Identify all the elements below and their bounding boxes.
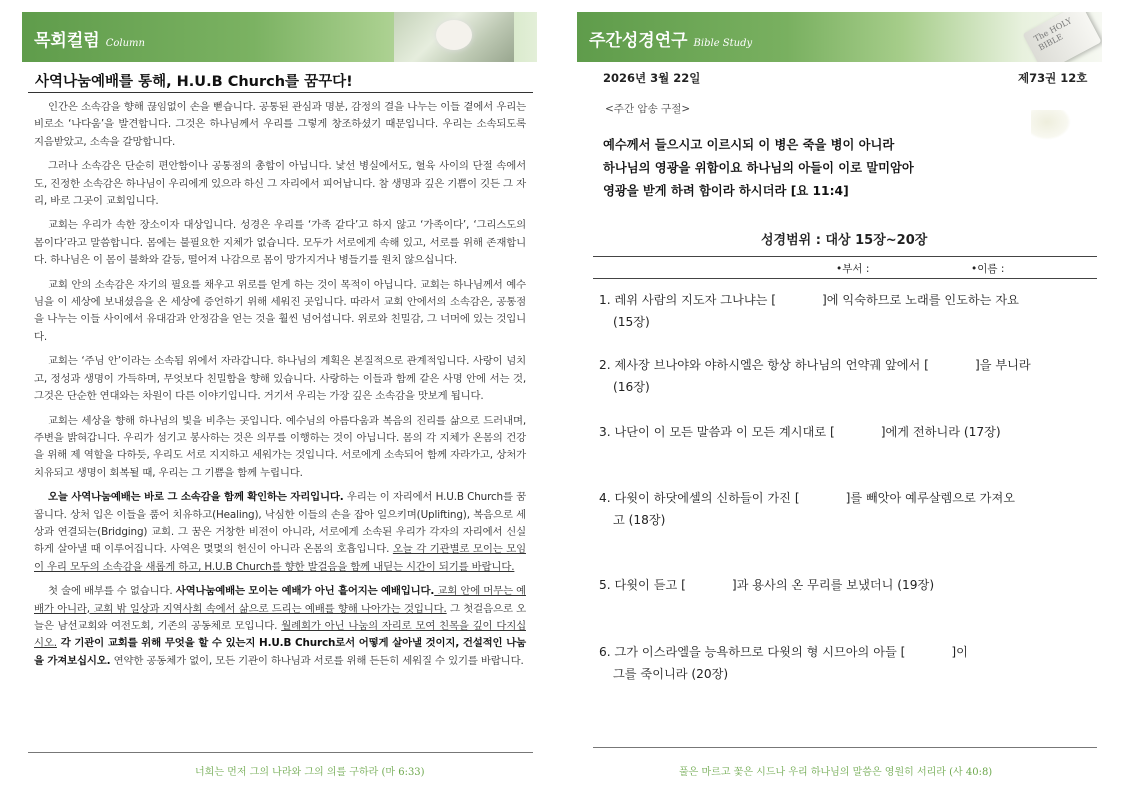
- question-3: [599, 421, 1074, 443]
- question-2-text-b: ]을 부니라: [974, 358, 1031, 372]
- question-6-text-c: 그를 죽이니라 (20장): [613, 667, 729, 681]
- column-header-subtitle: Column: [105, 38, 145, 49]
- p8-c: 연약한 공동체가 없이, 모든 기관이 하나님과 서로를 위해 든든히 세워질 수 있기를 바랍니다.: [110, 654, 524, 667]
- column-header-label: 목회컬럼: [34, 31, 100, 51]
- question-1-text-c: (15장): [613, 315, 650, 329]
- question-1: [599, 289, 1074, 333]
- question-2-text-a: 2. 제사장 브나야와 야하시엘은 항상 하나님의 언약궤 앞에서 [: [599, 358, 929, 372]
- holy-bible-image: [1023, 12, 1102, 62]
- column-paragraph-5: 교회는 ‘주님 안’이라는 소속됨 위에서 자라갑니다. 하나님의 계획은 본질적으로 관계적입니다. 사랑이 넘치고, 정성과 생명이 가득하며, 무엇보다 친밀함을 향해 있습니다. 사랑하는 이들과 함께 같은 사명 안에 서는 것, 그것은 단순한 연대와는 차원이 다른 이야기입니다. 거기서 우리는 가장 깊은 소속감을 맛보게 됩니다.: [34, 355, 526, 403]
- p8-a: 첫 술에 배부를 수 없습니다.: [48, 585, 176, 598]
- column-paragraph-4: 교회 안의 소속감은 자기의 필요를 채우고 위로를 얻게 하는 것이 목적이 아닙니다. 교회는 하나님께서 예수님을 이 세상에 보내셨음을 온 세상에 증언하기 위해 세워진 곳입니다. 따라서 교회 안에서의 소속감은, 공통점을 나누는 이들 사이에서 유대감과 안정감을 얻는 것을 훨씬 넘어섭니다. 위로와 친밀감, 그 너머에 있는 것입니다.: [34, 278, 526, 343]
- memory-verse: [603, 134, 1023, 203]
- range-rule-bottom: [593, 278, 1097, 279]
- holy-bible-lettering: The HOLY BIBLE: [1032, 16, 1074, 53]
- question-1-text-b: ]에 익숙하므로 노래를 인도하는 자요: [822, 293, 1019, 307]
- column-header-title: [34, 26, 145, 51]
- column-paragraph-6: 교회는 세상을 향해 하나님의 빛을 비추는 곳입니다. 예수님의 아름다움과 복음의 진리를 삶으로 드러내며, 주변을 밝혀갑니다. 우리가 섬기고 봉사하는 것은 의무를 이행하는 것이 아닙니다. 몸의 각 지체가 온몸의 건강을 위해 제 역할을 다하듯, 우리도 서로 지지하고 세워가는 것입니다. 서로에게 소속되어 함께 자라가고, 상처가 치유되고 생명이 회복될 때, 우리는 그 기쁨을 함께 누립니다.: [34, 414, 526, 479]
- study-bottom-rule: [593, 747, 1097, 748]
- issue-date: 2026년 3월 22일: [603, 71, 701, 85]
- question-4-text-a: 4. 다윗이 하닷에셀의 신하들이 가진 [: [599, 491, 800, 505]
- department-field: •부서 :: [836, 263, 870, 275]
- p8-underline2: 월례회가 아닌 나눔의 자리로 모여 친목을 깊이 다지십시오.: [34, 619, 526, 650]
- bible-range: 성경범위 : 대상 15장~20장: [761, 233, 928, 248]
- question-6: [599, 641, 1074, 685]
- question-6-text-b: ]이: [951, 645, 968, 659]
- issue-volume: 제73권 12호: [1018, 71, 1088, 85]
- column-footer-verse: 너희는 먼저 그의 나라와 그의 의를 구하라 (마 6:33): [195, 767, 425, 778]
- column-header-bar: [22, 12, 537, 62]
- weekly-memory-label: <주간 암송 구절>: [605, 103, 691, 115]
- quill-decoration: [1031, 110, 1071, 140]
- question-2-text-c: (16장): [613, 380, 650, 394]
- name-field: •이름 :: [971, 263, 1005, 275]
- question-4: [599, 487, 1074, 531]
- memory-verse-line-3: 영광을 받게 하려 함이라 하시더라 [요 11:4]: [603, 184, 849, 198]
- lamb-head-image: [436, 20, 472, 50]
- column-paragraph-1: 인간은 소속감을 향해 끊임없이 손을 뻗습니다. 공통된 관심과 명분, 감정의 결을 나누는 이들 곁에서 우리는 비로소 ‘나다움’을 발견합니다. 그것은 하나님께서 우리를 그렇게 창조하셨기 때문입니다. 우리는 소속되도록 지음받았고, 소속을 갈망합니다.: [34, 101, 526, 148]
- column-body: [34, 99, 526, 677]
- memory-verse-line-1: 예수께서 들으시고 이르시되 이 병은 죽을 병이 아니라: [603, 138, 895, 152]
- question-5-text-a: 5. 다윗이 듣고 [: [599, 578, 686, 592]
- column-title-rule: [28, 92, 533, 93]
- question-6-text-a: 6. 그가 이스라엘을 능욕하므로 다윗의 형 시므아의 아들 [: [599, 645, 906, 659]
- study-footer-verse: 풀은 마르고 꽃은 시드나 우리 하나님의 말씀은 영원히 서리라 (사 40:8): [679, 767, 993, 778]
- p8-underline1: 교회 안에 머무는 예배가 아니라, 교회 밖 일상과 지역사회 속에서 삶으로 드리는 예배를 향해 나아가는 것입니다.: [34, 585, 526, 615]
- bible-study-page: [561, 0, 1122, 793]
- column-title: 사역나눔예배를 통해, H.U.B Church를 꿈꾸다!: [35, 74, 353, 90]
- p7-bold: 오늘 사역나눔예배는 바로 그 소속감을 함께 확인하는 자리입니다.: [48, 491, 344, 504]
- column-paragraph-8: [34, 583, 526, 670]
- column-paragraph-2: 그러나 소속감은 단순히 편안함이나 공통점의 총합이 아닙니다. 낯선 병실에서도, 혈육 사이의 단절 속에서도, 진정한 소속감은 하나님이 우리에게 있으라 하신 그 자리에서 피어납니다. 참 생명과 깊은 기쁨이 깃든 그 자리, 바로 그곳이 교회입니다.: [34, 160, 526, 208]
- memory-verse-line-2: 하나님의 영광을 위함이요 하나님의 아들이 이로 말미암아: [603, 161, 914, 175]
- question-5-text-b: ]과 용사의 온 무리를 보냈더니 (19장): [731, 578, 935, 592]
- bible-study-header-bar: [577, 12, 1102, 62]
- bible-study-header-title: [589, 26, 752, 51]
- question-2: [599, 354, 1074, 398]
- p7-text: 우리는 이 자리에서 H.U.B Church를 꿈꿉니다. 상처 입은 이들을 품어 치유하고(Healing), 낙심한 이들의 손을 잡아 일으키며(Uplifting), 복음으로 세상과 연결되는(Bridging) 교회. 그 꿈은 거창한 비전이 아니라, 서로에게 소속된 우리가 각자의 자리에서 신실하게 살아낼 때 이루어집니다. 사역은 몇몇의 헌신이 아니라 온몸의 호흡입니다.: [34, 491, 526, 556]
- bible-study-header-label: 주간성경연구: [589, 31, 688, 51]
- question-3-text-a: 3. 나단이 이 모든 말씀과 이 모든 계시대로 [: [599, 425, 835, 439]
- question-1-text-a: 1. 레위 사람의 지도자 그나냐는 [: [599, 293, 777, 307]
- p7-underline: 오늘 각 기관별로 모이는 모임이 우리 모두의 소속감을 새롭게 하고, H.U.B Church를 향한 발걸음을 함께 내딛는 시간이 되기를 바랍니다.: [34, 543, 526, 573]
- column-bottom-rule: [28, 752, 533, 753]
- question-4-text-b: ]를 빼앗아 예루살렘으로 가져오: [845, 491, 1016, 505]
- p8-bold2: 각 기관이 교회를 위해 무엇을 할 수 있는지 H.U.B Church로서 어떻게 살아낼 것이지, 건설적인 나눔을 가져보십시오.: [34, 637, 526, 667]
- question-5: [599, 574, 1074, 596]
- p8-bold1: 사역나눔예배는 모이는 예배가 아닌 흩어지는 예배입니다.: [175, 585, 435, 598]
- question-4-text-c: 고 (18장): [613, 513, 666, 527]
- p8-b: 그 첫걸음으로 오늘은 남선교회와 여전도회, 기존의 공동체로 모입니다.: [34, 602, 526, 632]
- range-rule-top: [593, 256, 1097, 257]
- column-paragraph-7: [34, 489, 526, 576]
- bible-study-header-subtitle: Bible Study: [693, 38, 753, 49]
- question-3-text-b: ]에게 전하니라 (17장): [880, 425, 1001, 439]
- column-paragraph-3: 교회는 우리가 속한 장소이자 대상입니다. 성경은 우리를 ‘가족 같다’고 하지 않고 ‘가족이다’, ‘그리스도의 몸이다’라고 말씀합니다. 몸에는 불필요한 지체가 없습니다. 모두가 서로에게 속해 있고, 서로를 위해 존재합니다. 하나님은 이 몸이 불화와 갈등, 떨어져 나감으로 몸이 망가지거나 병들기를 원치 않으십니다.: [34, 219, 526, 267]
